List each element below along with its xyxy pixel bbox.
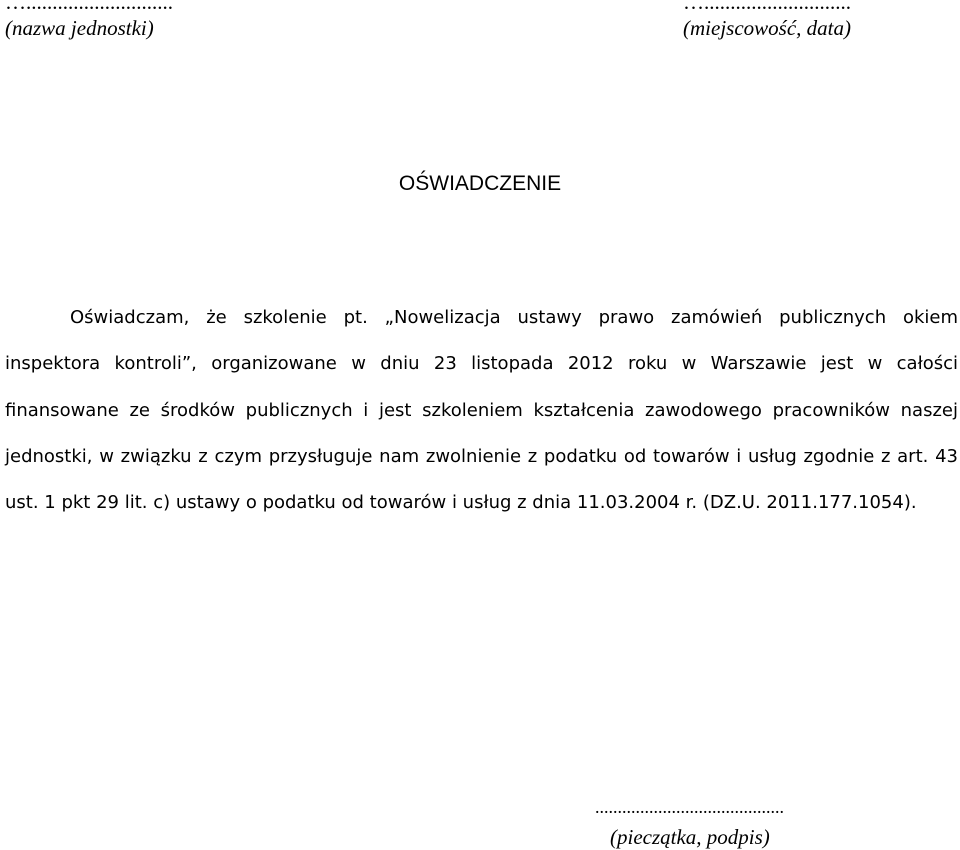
signature-dotted-line: .......................................... <box>595 797 784 817</box>
unit-name-dotted-line: …............................ <box>5 0 173 14</box>
declaration-body: Oświadczam, że szkolenie pt. „Nowelizacja ustawy prawo zamówień publicznych okiem inspektora kontroli”, organizowane w dniu 23 listopada 2012 roku w Warszawie jest w całości finansowane ze środków publicznych i jest szkoleniem kształcenia zawodowego pracowników naszej jednostki, w związku z czym przysługuje nam zwolnienie z podatku od towarów i usług zgodnie z art. 43 ust. 1 pkt 29 lit. c) ustawy o podatku od towarów i usług z dnia 11.03.2004 r. (DZ.U. 2011.177.1054). <box>5 307 958 514</box>
unit-name-caption: (nazwa jednostki) <box>5 16 154 40</box>
document-title: OŚWIADCZENIE <box>398 172 562 195</box>
signature-caption: (pieczątka, podpis) <box>610 825 770 849</box>
place-date-caption: (miejscowość, data) <box>683 16 851 40</box>
place-date-dotted-line: …............................ <box>683 0 851 14</box>
